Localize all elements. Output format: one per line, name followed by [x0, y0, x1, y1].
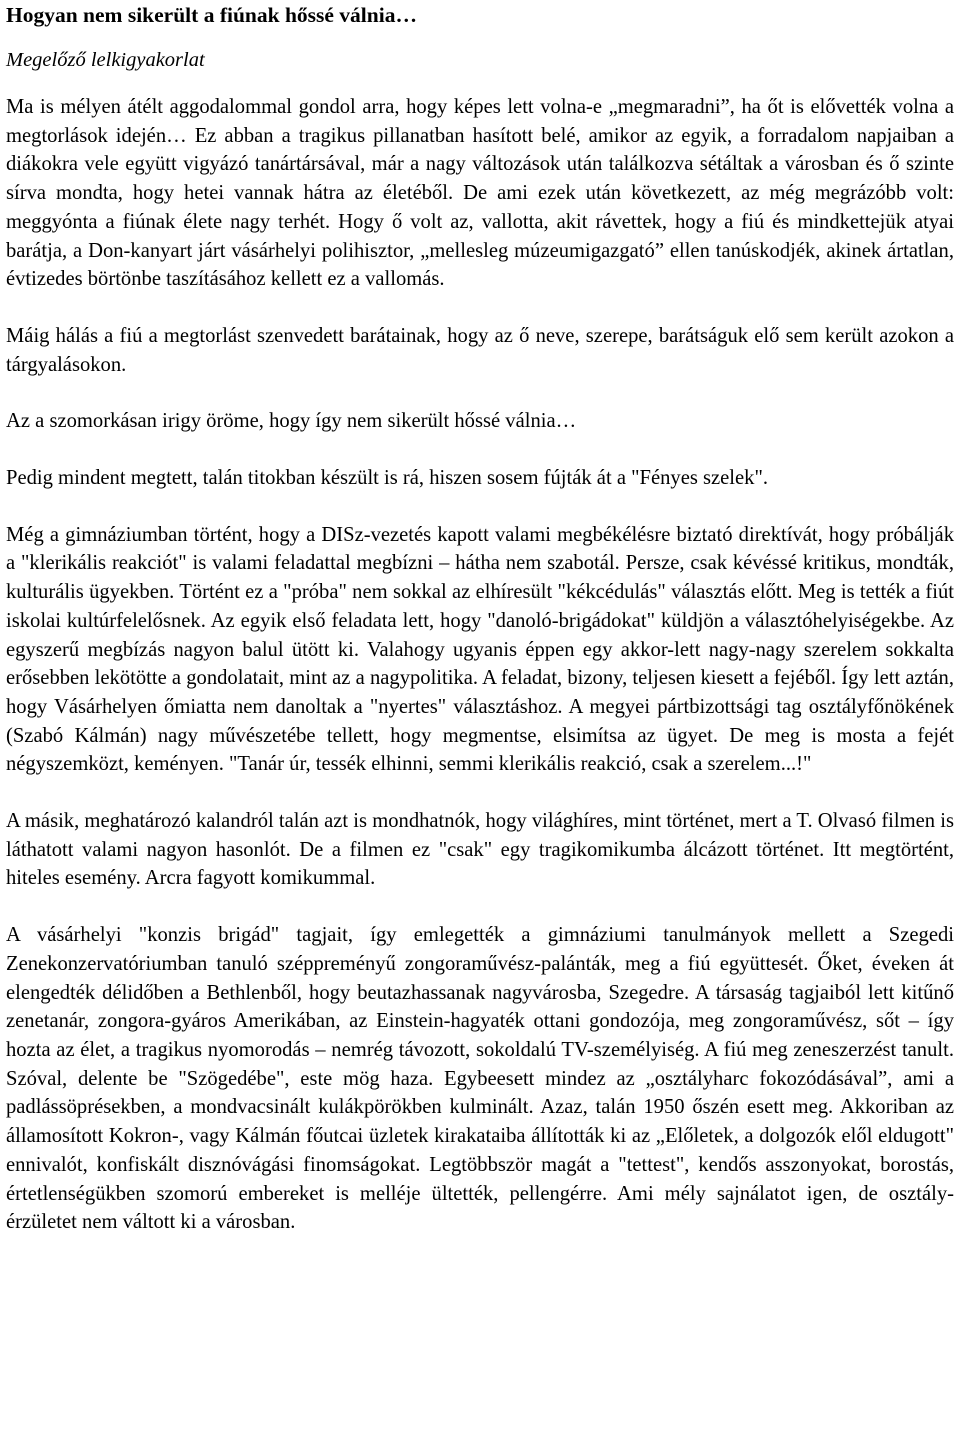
paragraph-7: A vásárhelyi "konzis brigád" tagjait, így emlegették a gimnáziumi tanulmányok mellett a Szegedi Zenekonzervatóriumban tanuló széppreményű zongoraművész-palánták, meg a fiú együttesét. Őket, éveken át elengedték délidőben a Bethlenből, hogy beutazhassanak nagyvárosba, Szegedre. A társaság tagjaiból lett kitűnő zenetanár, zongora-gyáros Amerikában, az Einstein-hagyaték ottani gondozója, meg zongoraművész, sőt – így hozta az élet, a tragikus nyomorodás – nemrég távozott, sokoldalú TV-személyiség. A fiú meg zeneszerzést tanult. Szóval, delente be "Szögedébe", este mög haza. Egybeesett mindez az „osztályharc fokozódásával”, ami a padlássöprésekben, a mondvacsinált kulákpörökben kulminált. Azaz, talán 1950 őszén esett meg. Akkoriban az államosított Kokron-, vagy Kálmán főutcai üzletek kirakataiba állították ki az „Előletek, a dolgozók elől eldugott" ennivalót, konfiskált disznóvágási finomságokat. Legtöbbször magát a "tettest", kendős asszonyokat, borostás, értetlenségükben szomorú embereket is melléje ültették, pellengérre. Ami mély sajnálatot igen, de osztály-érzületet nem váltott ki a városban.: [6, 924, 954, 1234]
paragraph-6: A másik, meghatározó kalandról talán azt is mondhatnók, hogy világhíres, mint történet, mert a T. Olvasó filmen is láthatott valami nagyon hasonlót. De a filmen ez "csak" egy tragikomikumba álcázott történet. Itt megtörtént, hiteles esemény. Arcra fagyott komikummal.: [6, 810, 954, 890]
paragraph-1: [6, 93, 954, 294]
paragraph-1-part-b: Hogy ő volt az, vallotta, akit rávettek, hogy a fiú és mindkettejük atyai barátja, a Don-kanyart járt vásárhelyi polihisztor, „mellesleg múzeumigazgató” ellen tanúskodjék, akinek ártatlan, évtizedes börtönbe taszításához kellett ez a vallomás.: [6, 210, 955, 291]
paragraph-4: Pedig mindent megtett, talán titokban készült is rá, hiszen sosem fújták át a "Fényes szelek".: [6, 467, 769, 490]
paragraph-1-part-a: Ma is mélyen átélt aggodalommal gondol arra, hogy képes lett volna-e „megmaradni”, ha őt is elővették volna a megtorlások idején… Ez abban a tragikus pillanatban hasított belé, amikor az egyik, a forradalom napjaiban a diákokra vele együtt vigyázó tanártársával, már a nagy változások után találkozva sétáltak a városban és ő szinte sírva mondta, hogy hetei vannak hátra az életéből. De ami ezek után következett, az még megrázóbb volt: meggyónta a fiúnak élete nagy terhét.: [6, 96, 954, 233]
document-title: Hogyan nem sikerült a fiúnak hőssé válnia…: [6, 3, 417, 27]
paragraph-3: Az a szomorkásan irigy öröme, hogy így nem sikerült hőssé válnia…: [6, 410, 577, 433]
document-subtitle: Megelőző lelkigyakorlat: [6, 49, 205, 71]
paragraph-5: Még a gimnáziumban történt, hogy a DISz-vezetés kapott valami megbékélésre biztató direktívát, hogy próbálják a "klerikális reakciót" is valami feladattal megbízni – hátha nem szabotál. Persze, csak kévéssé kritikus, mondták, kulturális ügyekben. Történt ez a "próba" nem sokkal az elhíresült "kékcédulás" választás előtt. Meg is tették a fiút iskolai kultúrfelelősnek. Az egyik első feladata lett, hogy "danoló-brigádokat" küldjön a választóhelyiségekbe. Az egyszerű megbízás nagyon balul ütött ki. Valahogy ugyanis éppen egy akkor-lett nagy-nagy szerelem sokkalta erősebben lekötötte a gondolatait, mint az a nagypolitika. A feladat, bizony, teljesen kiesett a fejéből. Így lett aztán, hogy Vásárhelyen őmiatta nem danoltak a "nyertes" választáshoz. A megyei pártbizottsági tag osztályfőnökének (Szabó Kálmán) nagy művészetébe tellett, hogy megmentse, elsimítsa az ügyet. De meg is mosta a fejét négyszemközt, keményen. "Tanár úr, tessék elhinni, semmi klerikális reakció, csak a szerelem...!": [6, 523, 954, 776]
paragraph-2: Máig hálás a fiú a megtorlást szenvedett barátainak, hogy az ő neve, szerepe, barátságuk elő sem került azokon a tárgyalásokon.: [6, 324, 954, 376]
